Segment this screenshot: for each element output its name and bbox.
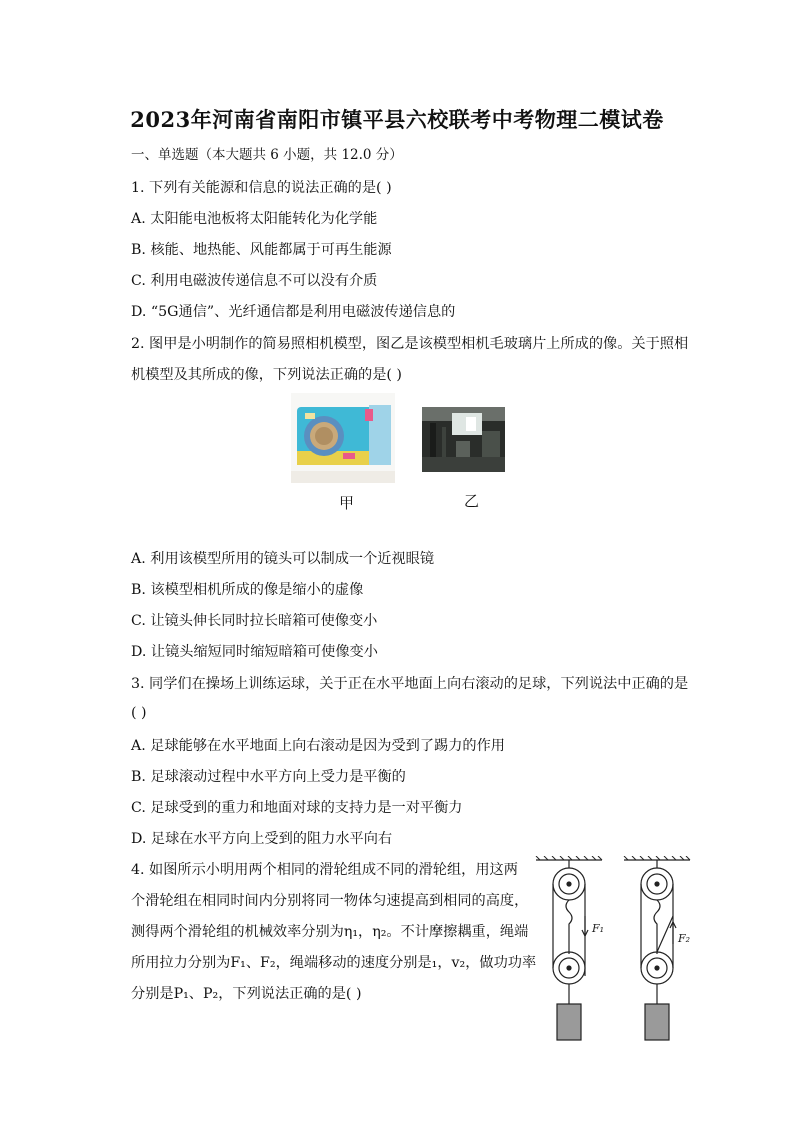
question-2-stem-line-2: 机模型及其所成的像，下列说法正确的是( ) — [131, 367, 402, 383]
question-3-stem-line-2: ( ) — [131, 705, 147, 721]
section-heading: 一、单选题（本大题共 6 小题，共 12.0 分） — [131, 147, 403, 163]
camera-model-photo — [291, 393, 395, 483]
question-1-option-d: D. “5G通信”、光纤通信都是利用电磁波传递信息的 — [131, 304, 456, 320]
pulley-system-diagram — [532, 856, 698, 1046]
question-3-option-c: C. 足球受到的重力和地面对球的支持力是一对平衡力 — [131, 800, 463, 816]
question-4-stem-line-1: 4. 如图所示小明用两个相同的滑轮组成不同的滑轮组，用这两 — [131, 862, 518, 878]
question-2-option-a: A. 利用该模型所用的镜头可以制成一个近视眼镜 — [131, 551, 435, 567]
question-4-stem-line-4: 所用拉力分别为F₁、F₂，绳端移动的速度分别是₁，v₂，做功功率 — [131, 955, 537, 971]
question-1-option-c: C. 利用电磁波传递信息不可以没有介质 — [131, 273, 378, 289]
f1-label: F₁ — [592, 922, 605, 935]
figure-caption-yi: 乙 — [464, 492, 480, 510]
question-2-option-b: B. 该模型相机所成的像是缩小的虚像 — [131, 582, 364, 598]
question-2-stem-line-1: 2. 图甲是小明制作的简易照相机模型，图乙是该模型相机毛玻璃片上所成的像。关于照相 — [131, 336, 689, 352]
question-2-option-c: C. 让镜头伸长同时拉长暗箱可使像变小 — [131, 613, 378, 629]
question-3-option-d: D. 足球在水平方向上受到的阻力水平向右 — [131, 831, 393, 847]
question-4-stem-line-5: 分别是P₁、P₂，下列说法正确的是( ) — [131, 986, 362, 1002]
question-3-option-a: A. 足球能够在水平地面上向右滚动是因为受到了踢力的作用 — [131, 738, 505, 754]
exam-title: 2023年河南省南阳市镇平县六校联考中考物理二模试卷 — [130, 107, 664, 132]
question-1-option-a: A. 太阳能电池板将太阳能转化为化学能 — [131, 211, 378, 227]
question-2-option-d: D. 让镜头缩短同时缩短暗箱可使像变小 — [131, 644, 378, 660]
camera-image-photo — [422, 407, 505, 472]
figure-caption-jia: 甲 — [339, 494, 355, 512]
question-1-stem: 1. 下列有关能源和信息的说法正确的是( ) — [131, 180, 392, 196]
question-4-stem-line-2: 个滑轮组在相同时间内分别将同一物体匀速提高到相同的高度， — [131, 893, 529, 909]
f2-label: F₂ — [678, 932, 691, 945]
question-3-stem-line-1: 3. 同学们在操场上训练运球，关于正在水平地面上向右滚动的足球，下列说法中正确的是 — [131, 676, 689, 692]
question-1-option-b: B. 核能、地热能、风能都属于可再生能源 — [131, 242, 392, 258]
question-4-stem-line-3: 测得两个滑轮组的机械效率分别为η₁，η₂。不计摩擦耦重，绳端 — [131, 924, 529, 940]
question-3-option-b: B. 足球滚动过程中水平方向上受力是平衡的 — [131, 769, 406, 785]
